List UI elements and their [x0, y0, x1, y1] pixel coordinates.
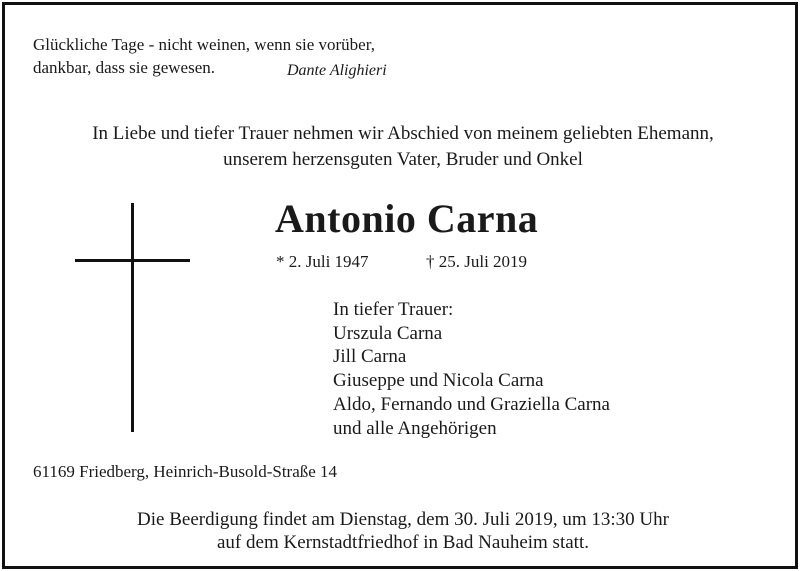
mourners-heading: In tiefer Trauer:: [333, 299, 454, 320]
funeral-line-2: auf dem Kernstadtfriedhof in Bad Nauheim statt.: [217, 532, 589, 553]
obituary-frame: [2, 2, 798, 569]
quote-author: Dante Alighieri: [287, 62, 387, 79]
funeral-line-1: Die Beerdigung findet am Dienstag, dem 30. Juli 2019, um 13:30 Uhr: [137, 509, 669, 530]
intro-line-2: unserem herzensguten Vater, Bruder und Onkel: [223, 149, 583, 170]
cross-icon-horizontal: [75, 259, 190, 262]
mourner-name: Giuseppe und Nicola Carna: [333, 370, 544, 392]
mourner-name: Jill Carna: [333, 346, 407, 368]
quote-line-1: Glückliche Tage - nicht weinen, wenn sie vorüber,: [33, 35, 375, 54]
mourners-list: [333, 298, 610, 440]
funeral-info: [5, 508, 800, 554]
mourner-name: Aldo, Fernando und Graziella Carna: [333, 393, 610, 415]
intro-text: [5, 121, 800, 173]
cross-icon-vertical: [131, 203, 134, 432]
address-text: 61169 Friedberg, Heinrich-Busold-Straße 14: [33, 462, 338, 481]
death-date: † 25. Juli 2019: [426, 252, 528, 271]
mourner-name: und alle Angehörigen: [333, 417, 497, 439]
intro-line-1: In Liebe und tiefer Trauer nehmen wir Abschied von meinem geliebten Ehemann,: [92, 123, 714, 144]
mourner-name: Urszula Carna: [333, 322, 443, 344]
birth-date: * 2. Juli 1947: [276, 252, 369, 271]
deceased-name: Antonio Carna: [275, 196, 539, 241]
quote-line-2: dankbar, dass sie gewesen.: [33, 58, 216, 77]
